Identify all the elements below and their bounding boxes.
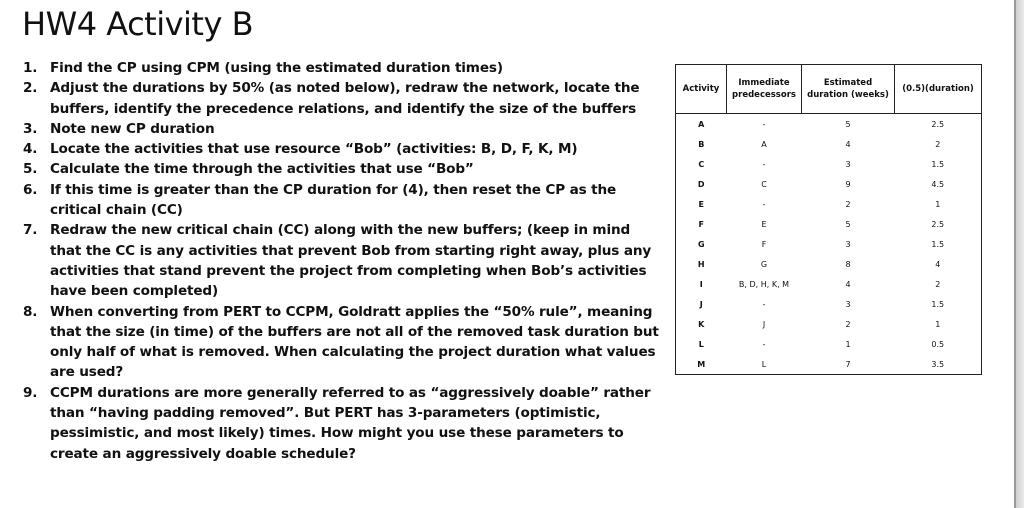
- list-item-text: If this time is greater than the CP duration for (4), then reset the CP as the critical chain (CC): [50, 181, 617, 219]
- table-row: [676, 254, 982, 274]
- cell-predecessors: -: [762, 299, 766, 309]
- cell-half-duration: 1.5: [895, 294, 982, 314]
- table-row: [676, 214, 982, 234]
- cell-predecessors: B, D, H, K, M: [738, 279, 790, 289]
- list-item-text: Locate the activities that use resource “Bob” (activities: B, D, F, K, M): [50, 141, 578, 158]
- table-row: [676, 234, 982, 254]
- list-item-text: Find the CP using CPM (using the estimated duration times): [50, 60, 503, 76]
- cell-predecessors: -: [762, 339, 766, 349]
- list-item-number: 8.: [23, 303, 38, 320]
- table-row: [676, 174, 982, 194]
- list-item-number: 6.: [23, 181, 38, 198]
- list-item: [14, 302, 662, 383]
- table-row: [676, 294, 982, 314]
- cell-predecessors: G: [760, 259, 768, 269]
- cell-duration: 1: [845, 339, 851, 349]
- list-item-number: 3.: [23, 120, 38, 137]
- cell-duration: 7: [802, 354, 895, 375]
- cell-activity: J: [676, 294, 727, 314]
- cell-duration: 5: [845, 119, 851, 129]
- cell-predecessors: C: [761, 179, 767, 189]
- table-row: [676, 194, 982, 214]
- list-item-text: CCPM durations are more generally referred to as “aggressively doable” rather than “having padding removed”. But PERT has 3-parameters (optimistic, pessimistic, and most likely) times. How might you use these parameters to create an aggressively doable schedule?: [50, 384, 651, 462]
- list-item-text: When converting from PERT to CCPM, Goldratt applies the “50% rule”, meaning that the size (in time) of the buffers are not all of the removed task duration but only half of what is removed. When calculating the project duration what values are used?: [50, 303, 659, 381]
- cell-activity: M: [676, 354, 727, 375]
- header-duration: [802, 65, 895, 114]
- cell-half-duration: 1: [895, 314, 982, 334]
- header-predecessors-line2: predecessors: [732, 90, 796, 100]
- cell-predecessors: J: [762, 319, 766, 329]
- cell-duration: 2: [845, 319, 851, 329]
- cell-activity: I: [676, 274, 727, 294]
- cell-duration: 5: [845, 219, 851, 229]
- window-edge: [1016, 0, 1024, 508]
- list-item-text: Redraw the new critical chain (CC) along with the new buffers; (keep in mind that the CC is any activities that prevent Bob from starting right away, plus any activities that stand prevent the project from completing when Bob’s activities have been completed): [50, 222, 652, 300]
- list-item: [14, 220, 662, 301]
- list-item: [14, 180, 662, 221]
- list-item: [14, 159, 662, 179]
- header-half-duration: (0.5)(duration): [895, 65, 982, 114]
- cell-half-duration: 2: [895, 274, 982, 294]
- list-item-number: 2.: [23, 80, 38, 97]
- table-row: [676, 354, 982, 375]
- page-title: HW4 Activity B: [22, 5, 254, 43]
- activity-table: [675, 64, 982, 375]
- cell-predecessors: F: [761, 239, 767, 249]
- header-predecessors: [727, 65, 802, 114]
- cell-half-duration: 3.5: [895, 354, 982, 375]
- table-row: [676, 134, 982, 154]
- cell-activity: H: [676, 254, 727, 274]
- cell-activity: L: [676, 334, 727, 354]
- table-row: [676, 114, 982, 135]
- cell-predecessors: E: [761, 219, 767, 229]
- list-item-number: 5.: [23, 161, 38, 178]
- header-duration-line1: Estimated: [823, 78, 873, 88]
- list-item-number: 9.: [23, 384, 38, 401]
- list-item-number: 1.: [23, 60, 38, 76]
- cell-duration: 3: [845, 159, 851, 169]
- cell-half-duration: 4: [895, 254, 982, 274]
- table-body: [676, 114, 982, 375]
- cell-half-duration: 2.5: [895, 114, 982, 135]
- list-item: [14, 383, 662, 464]
- cell-activity: F: [676, 214, 727, 234]
- cell-duration: 3: [845, 299, 851, 309]
- cell-predecessors: A: [761, 139, 767, 149]
- cell-predecessors: -: [762, 159, 766, 169]
- cell-duration: 2: [845, 199, 851, 209]
- cell-duration: 9: [845, 179, 851, 189]
- cell-duration: 3: [845, 239, 851, 249]
- cell-half-duration: 4.5: [895, 174, 982, 194]
- cell-half-duration: 1.5: [895, 234, 982, 254]
- list-item: [14, 58, 662, 78]
- cell-duration: 8: [845, 259, 851, 269]
- header-predecessors-line1: Immediate: [738, 78, 790, 88]
- table-row: [676, 154, 982, 174]
- cell-activity: A: [676, 114, 727, 135]
- header-duration-line2: duration (weeks): [807, 90, 889, 100]
- cell-half-duration: 1.5: [895, 154, 982, 174]
- cell-activity: K: [676, 314, 727, 334]
- list-item-number: 7.: [23, 222, 38, 239]
- table-row: [676, 314, 982, 334]
- list-item: [14, 139, 662, 159]
- list-item-text: Calculate the time through the activities that use “Bob”: [50, 161, 474, 178]
- list-item: [14, 119, 662, 139]
- list-item-number: 4.: [23, 141, 38, 158]
- cell-activity: C: [676, 154, 727, 174]
- cell-predecessors: L: [727, 354, 802, 375]
- cell-activity: E: [676, 194, 727, 214]
- cell-activity: G: [676, 234, 727, 254]
- cell-duration: 4: [845, 139, 851, 149]
- list-item-text: Note new CP duration: [50, 120, 215, 137]
- table-row: [676, 334, 982, 354]
- instruction-list: [14, 58, 662, 464]
- cell-half-duration: 2: [895, 134, 982, 154]
- cell-duration: 4: [845, 279, 851, 289]
- header-activity: Activity: [676, 65, 727, 114]
- cell-half-duration: 2.5: [895, 214, 982, 234]
- list-item-text: Adjust the durations by 50% (as noted below), redraw the network, locate the buffers, identify the precedence relations, and identify the size of the buffers: [50, 80, 640, 117]
- cell-predecessors: -: [762, 199, 766, 209]
- cell-activity: D: [676, 174, 727, 194]
- cell-half-duration: 1: [895, 194, 982, 214]
- table-row: [676, 274, 982, 294]
- cell-predecessors: -: [762, 119, 766, 129]
- cell-half-duration: 0.5: [895, 334, 982, 354]
- table-header-row: [676, 65, 982, 114]
- cell-activity: B: [676, 134, 727, 154]
- activity-table-container: [675, 64, 982, 375]
- list-item: [14, 78, 662, 119]
